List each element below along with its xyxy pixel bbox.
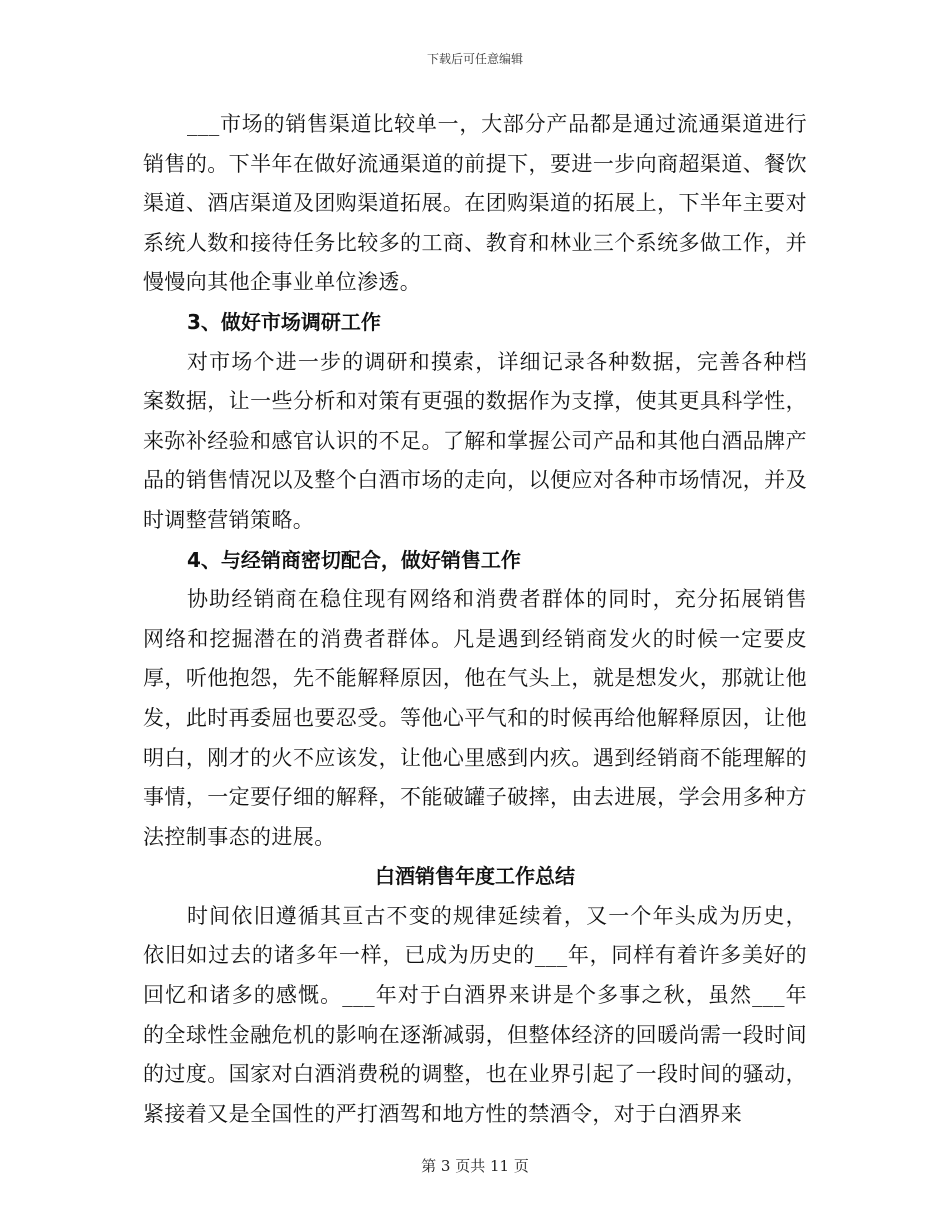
paragraph-market-research: 对市场个进一步的调研和摸索，详细记录各种数据，完善各种档案数据，让一些分析和对策有更强的数据作为支撑，使其更具科学性，来弥补经验和感官认识的不足。了解和掌握公司产品和其他白酒品牌产品的销售情况以及整个白酒市场的走向，以便应对各种市场情况，并及时调整营销策略。 (143, 349, 807, 532)
document-body (143, 105, 807, 1134)
page-number: 第 3 页共 11 页 (421, 1157, 529, 1175)
section-title: 白酒销售年度工作总结 (375, 864, 575, 889)
heading-dealer-cooperation: 4、与经销商密切配合，做好销售工作 (187, 547, 521, 572)
heading-market-research: 3、做好市场调研工作 (187, 309, 381, 334)
page-header: 下载后可任意编辑 (426, 52, 523, 66)
paragraph-dealer-cooperation: 协助经销商在稳住现有网络和消费者群体的同时，充分拓展销售网络和挖掘潜在的消费者群体。凡是遇到经销商发火的时候一定要皮厚，听他抱怨，先不能解释原因，他在气头上，就是想发火，那就让他发，此时再委屈也要忍受。等他心平气和的时候再给他解释原因，让他明白，刚才的火不应该发，让他心里感到内疚。遇到经销商不能理解的事情，一定要仔细的解释，不能破罐子破摔，由去进展，学会用多种方法控制事态的进展。 (143, 587, 807, 849)
paragraph-sales-channels: ___市场的销售渠道比较单一，大部分产品都是通过流通渠道进行销售的。下半年在做好流通渠道的前提下，要进一步向商超渠道、餐饮渠道、酒店渠道及团购渠道拓展。在团购渠道的拓展上，下半年主要对系统人数和接待任务比较多的工商、教育和林业三个系统多做工作，并慢慢向其他企事业单位渗透。 (143, 112, 807, 295)
paragraph-annual-summary: 时间依旧遵循其亘古不变的规律延续着，又一个年头成为历史，依旧如过去的诸多年一样，已成为历史的___年，同样有着许多美好的回忆和诸多的感慨。___年对于白酒界来讲是个多事之秋，虽然___年的全球性金融危机的影响在逐渐减弱，但整体经济的回暖尚需一段时间的过度。国家对白酒消费税的调整，也在业界引起了一段时间的骚动，紧接着又是全国性的严打酒驾和地方性的禁酒令，对于白酒界来 (143, 903, 807, 1126)
